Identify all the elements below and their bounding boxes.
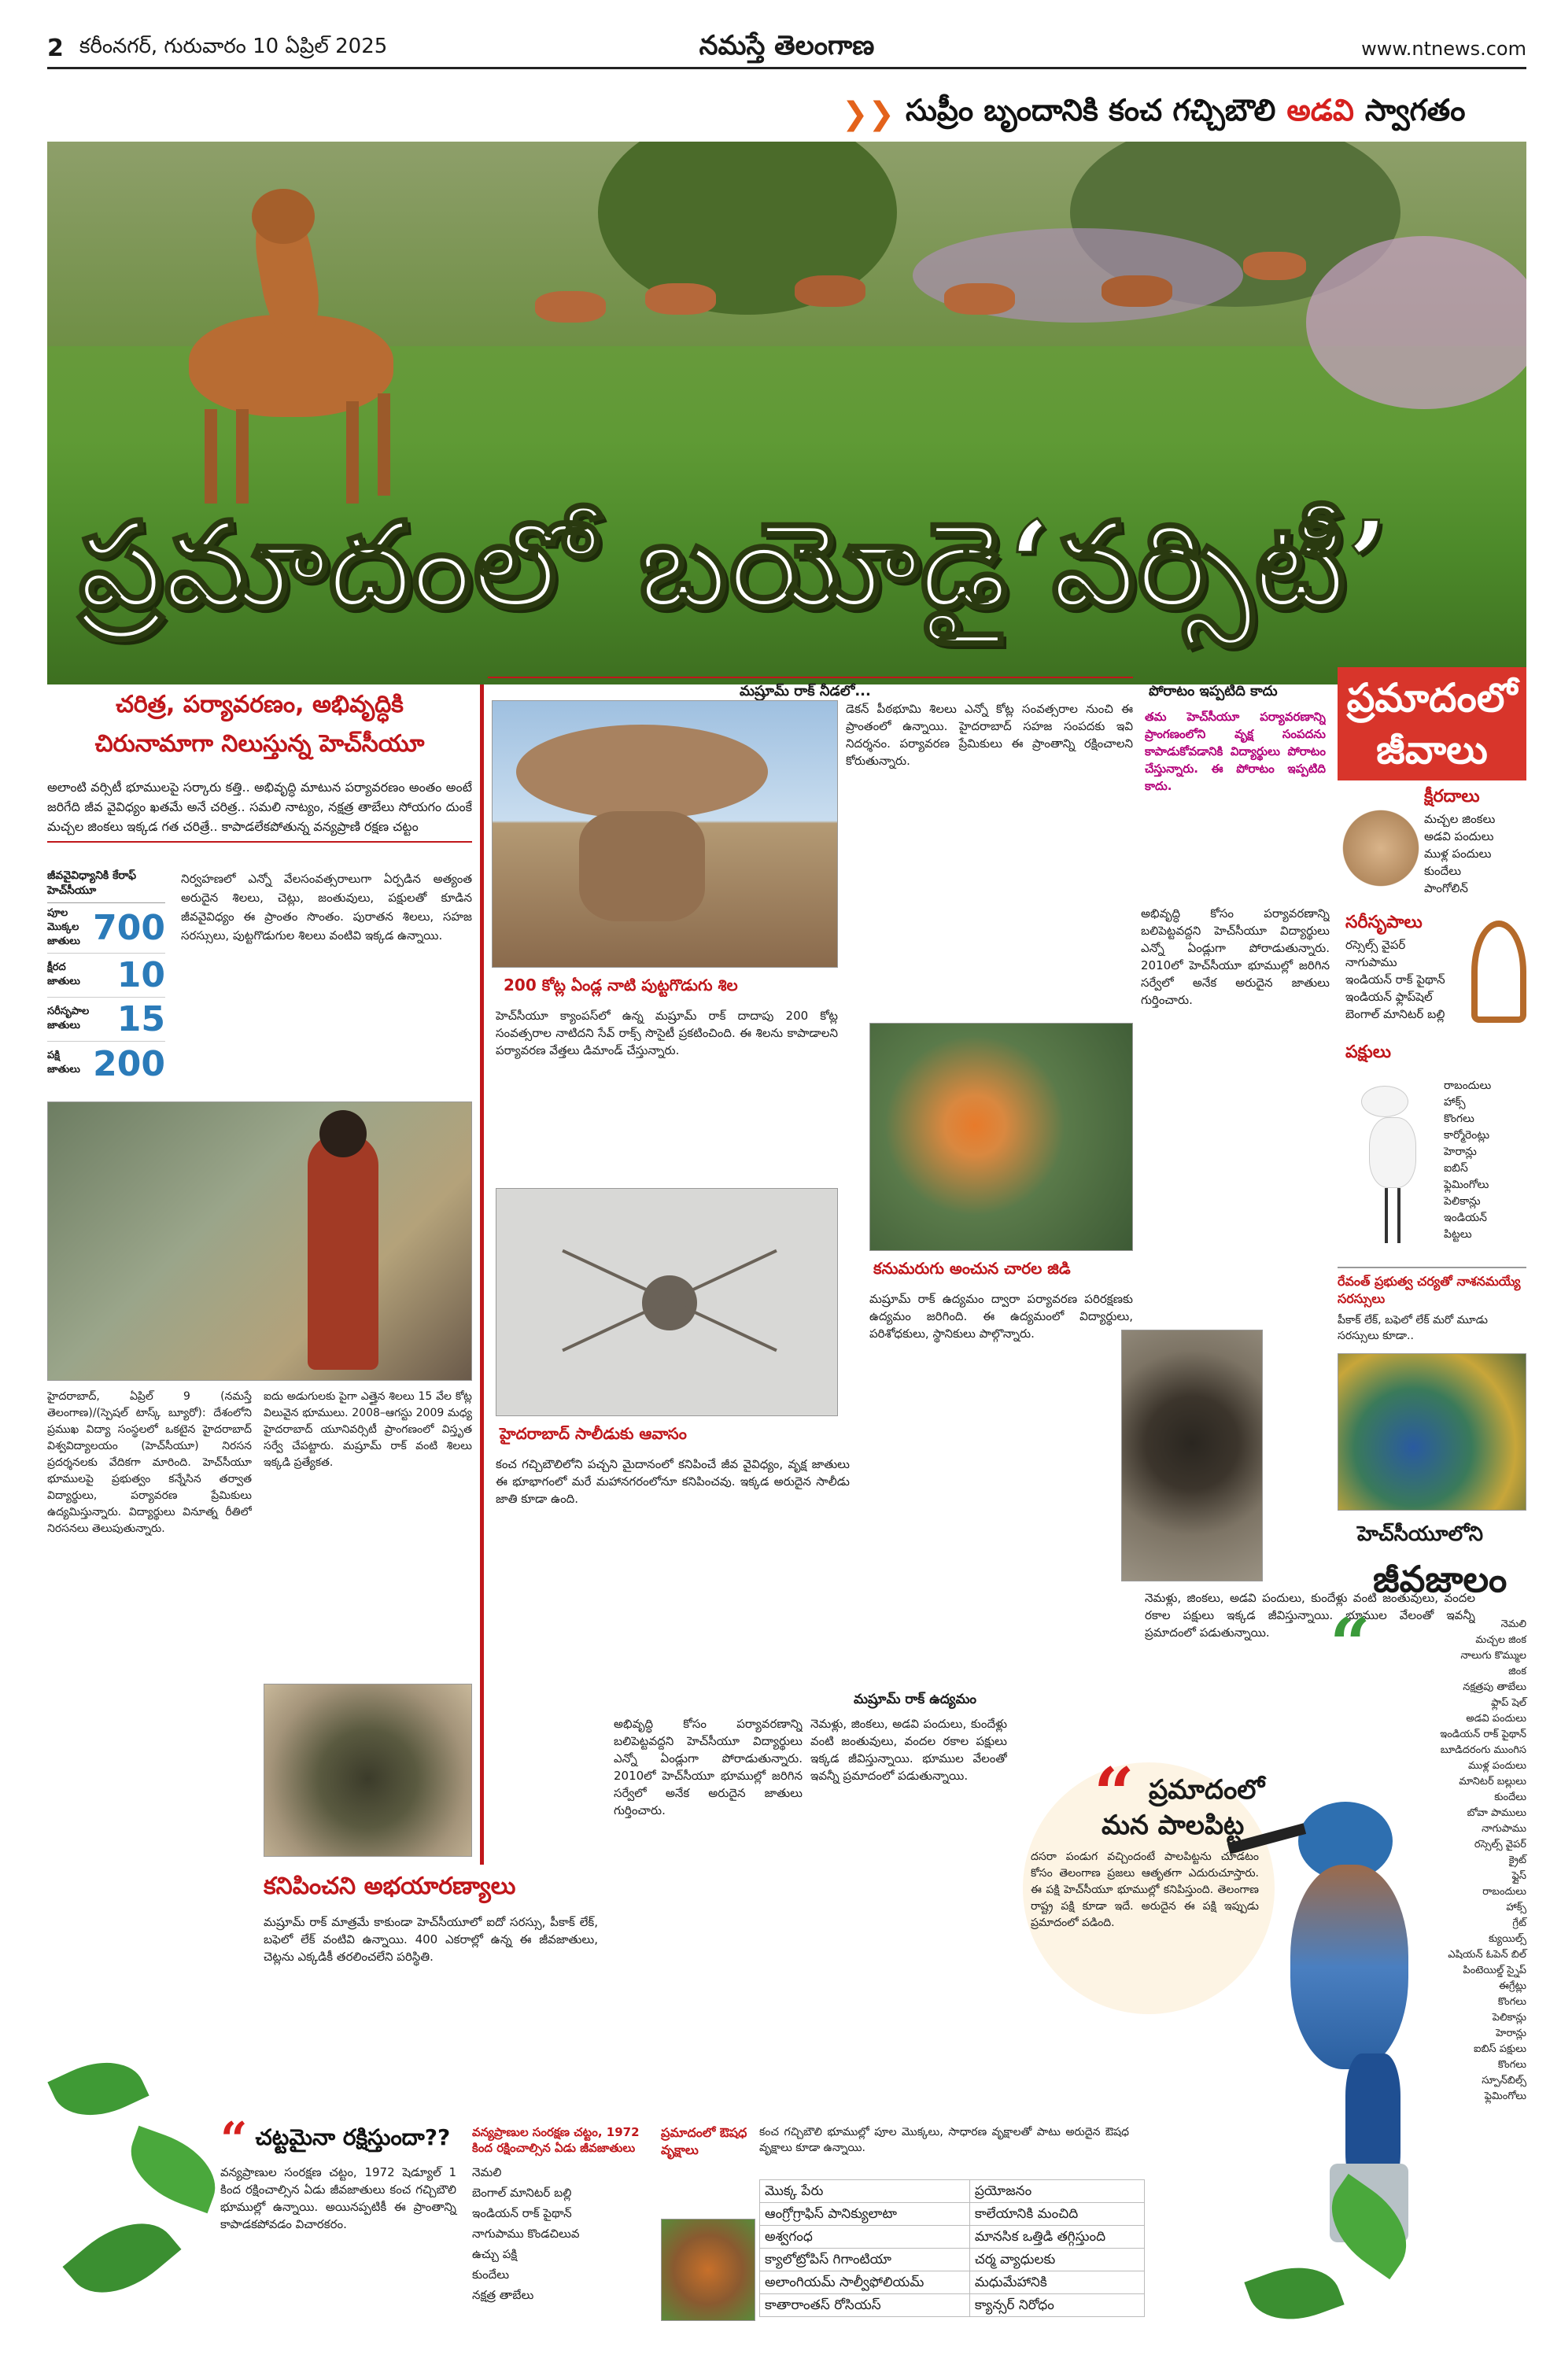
abhayaranyam-title: కనిపించని అభయారణ్యాలు (264, 1873, 516, 1900)
birds-box (1345, 1042, 1526, 1066)
kicker (842, 93, 1466, 135)
herbs-photo (661, 2219, 755, 2321)
center-text-1: హెచ్‌సీయూ క్యాంపస్‌లో ఉన్న మష్రూమ్ రాక్ దాదాపు 200 కోట్ల సంవత్సరాల నాటిదని సేవ్ రాక్స్ సొసైటీ ప్రకటించింది. ఈ శిలను కాపాడాలని పర్యావరణ వేత్తలు డిమాండ్ చేస్తున్నారు. (496, 1009, 838, 1057)
reptiles-heading: సరీసృపాలు (1345, 913, 1423, 932)
protest-photo (47, 1101, 472, 1381)
jeevajalam-title-2: జీవజాలం (1373, 1558, 1507, 1600)
double-arrow-icon: ❯❯ (842, 96, 895, 132)
schedule-box (472, 2124, 653, 2305)
list-item: మచ్చల జింకలు (1424, 812, 1496, 826)
deer-herd (535, 275, 1400, 338)
list-item: కుందేలు (1424, 864, 1462, 878)
stats-heading: జీవవైవిధ్యానికి కేరాఫ్ హెచ్‌సీయూ (47, 869, 165, 903)
chattam-title: చట్టమైనా రక్షిస్తుందా?? (255, 2124, 451, 2150)
list-item: ఉచ్చు పక్షి (472, 2247, 518, 2261)
center-text-3: డెకన్ పీఠభూమి శిలలు ఎన్నో కోట్ల సంవత్సరాల నుంచి ఈ ప్రాంతంలో ఉన్నాయి. హైదరాబాద్ సహజ సంపదకు ఇవి నిదర్శనం. పర్యావరణ ప్రేమికులు ఈ ప్రాంతాన్ని రక్షించాలని కోరుతున్నారు. (846, 702, 1133, 768)
list-item: కార్మోరెంట్లు (1444, 1129, 1490, 1142)
mushroom-rock-photo (492, 700, 838, 968)
table-row: క్యాలోట్రోపిస్ గిగాంటియా చర్మ వ్యాధులకు (760, 2249, 1145, 2271)
list-item: పాంగోలిన్ (1424, 881, 1468, 895)
reptiles-box (1345, 913, 1479, 1023)
list-item: ఇండియన్ రాక్ పైథాన్ (472, 2206, 572, 2220)
stats-text: నిర్వహణలో ఎన్నో వేలసంవత్సరాలుగా ఏర్పడిన అత్యంత అరుదైన శిలలు, చెట్లు, జంతువులు, పక్షులతో కూడిన జీవవైవిధ్యం ఈ ప్రాంతం సొంతం. పురాతన శిలలు, సహజ సరస్సులు, పుట్టగొడుగుల శిలలు వంటివి ఇక్కడ ఉన్నాయి. (181, 872, 472, 943)
right-sidebar (1338, 667, 1526, 780)
jeevajalam-title-1: హెచ్‌సీయూలోని (1357, 1522, 1484, 1546)
cobra-illustration (1471, 921, 1526, 1023)
lakes-text: పీకాక్ లేక్, బఫెలో లేక్ మరో మూడు సరస్సులు కూడా.. (1338, 1314, 1488, 1342)
quote-icon: “ (1094, 1752, 1135, 1836)
list-item: పెలికాన్లు (1444, 1195, 1481, 1208)
table-row: అలాంగియమ్ సాల్వీఫోలియమ్ మధుమేహానికి (760, 2271, 1145, 2294)
poratam-text: అభివృద్ధి కోసం పర్యావరణాన్ని బలిపెట్టవద్దని హెచ్‌సీయూ విద్యార్థులు ఎన్నో ఏండ్లుగా పోరాడుతున్నారు. 2010లో హెచ్‌సీయూ భూముల్లో జరిగిన సర్వేలో అనేక అరుదైన జాతులు గుర్తించారు. (1141, 906, 1330, 1007)
list-item: హాక్స్ (1444, 1096, 1466, 1109)
left-headline-2: చిరునామాగా నిలుస్తున్న హెచ్‌సీయూ (94, 730, 425, 758)
spider-photo (496, 1188, 838, 1416)
kicker-text-end: స్వాగతం (1364, 93, 1466, 127)
leaf-decoration (119, 2126, 227, 2214)
left-body-2: ఐదు అడుగులకు పైగా ఎత్తైన శిలలు 15 వేల కోట్ల విలువైన భూములు. 2008–ఆగస్టు 2009 మధ్య హైదరాబాద్ యూనివర్సిటీ ప్రాంగణంలో విస్తృత సర్వే చేపట్టారు. మష్రూమ్ రాక్ వంటి శిలలు ఇక్కడి ప్రత్యేకత. (264, 1390, 472, 1469)
plants-heading: ప్రమాదంలో ఔషధ వృక్షాలు (661, 2125, 747, 2157)
owl-photo (1121, 1330, 1263, 1581)
stat-row: పక్షి జాతులు 200 (47, 1043, 165, 1084)
masthead: నమస్తే తెలంగాణ (699, 29, 875, 61)
abhayaranyam-text: మష్రూమ్ రాక్ మాత్రమే కాకుండా హెచ్‌సీయూలో ఐదో సరస్సు, పీకాక్ లేక్, బఫెలో లేక్ వంటివి ఉన్నాయి. 400 ఎకరాల్లో ఉన్న ఈ జీవజాతులు, చెట్లను ఎక్కడికీ తరలించలేని పరిస్థితి. (264, 1915, 598, 1964)
list-item: ముళ్ల పందులు (1424, 847, 1492, 861)
plants-text: కంచ గచ్చిబౌలి భూముల్లో పూల మొక్కలు, సాధారణ వృక్షాలతో పాటు అరుదైన ఔషధ వృక్షాలు కూడా ఉన్నాయి. (759, 2126, 1129, 2154)
stat-row: సరీసృపాల జాతులు 15 (47, 998, 165, 1042)
palapitta-title-2: మన పాలపిట్ట (1102, 1810, 1245, 1841)
leaf-decoration (47, 2046, 149, 2132)
table-row: ఆంగ్రోగ్రాఫిస్ పానిక్యులాటా కాలేయానికి మంచిది (760, 2203, 1145, 2226)
sidebar-title: ప్రమాదంలో జీవాలు (1338, 667, 1526, 780)
palapitta-title-1: ప్రమాదంలో (1149, 1774, 1265, 1806)
section-title-poratam: పోరాటం ఇప్పటిది కాదు (1149, 683, 1278, 699)
jeevajalam-list: నెమలి మచ్చల జింక నాలుగు కొమ్ముల జింక నక్షత్రపు తాబేలు ఫ్లాప్ షెల్ అడవి పందులు ఇండియన్ రాక్ పైథాన్ బూడిదరంగు ముంగిస ముళ్ల పందులు మానిటర్ బల్లులు కుందేలు బోవా పాములు నాగుపాము రస్సెల్స్ వైపర్ క్రైట్ ఫ్లైస్ రాబందులు హాక్స్ గ్రేట్ క్యుయిల్స్ ఎషియన్ ఓపెన్ బిల్ పింటెయిల్డ్ స్నైప్ ఈగ్రేట్లు కొంగలు పెలికాన్లు హెరాన్లు ఐబిస్ పక్షులు కొంగలు స్పూన్‌బిల్స్ ఫ్లెమింగోలు (1440, 1618, 1526, 2102)
list-item: బెంగాల్ మానిటర్ బల్లి (1345, 1007, 1445, 1021)
poratam-text-cont (1275, 1338, 1330, 1345)
caption-spider: హైదరాబాద్ సాలీడుకు ఆవాసం (500, 1424, 687, 1443)
egret-illustration (1345, 1078, 1432, 1243)
peacock-photo (1338, 1353, 1526, 1511)
list-item: రాబందులు (1444, 1079, 1492, 1092)
list-item: బెంగాల్ మానిటర్ బల్లి (472, 2186, 572, 2200)
left-headline-1: చరిత్ర, పర్యావరణం, అభివృద్ధికి (116, 691, 404, 718)
table-row: మొక్క పేరు ప్రయోజనం (760, 2180, 1145, 2203)
left-column (47, 691, 472, 843)
birds-list (1444, 1078, 1526, 1243)
lakes-note (1338, 1267, 1526, 1344)
list-item: నెమలి (472, 2165, 502, 2179)
list-item: రస్సెల్స్ వైపర్ (1345, 938, 1406, 952)
stat-row: క్షీరద జాతులు 10 (47, 954, 165, 998)
leaf-decoration (1244, 2253, 1344, 2334)
page-header (47, 30, 1526, 69)
list-item: హెరాన్లు (1444, 1146, 1477, 1158)
leaf-decoration (62, 2201, 181, 2315)
left-intro: అలాంటి వర్సిటీ భూములపై సర్కారు కత్తి.. అభివృద్ధి మాటున పర్యావరణం అంతం అంటే జరిగేది జీవ వైవిధ్యం ఖతమే అనే చరిత్ర.. సమలి నాట్యం, నక్షత్ర తాబేలు సోయగం దుంకే మచ్చల జింకలు ఇక్కడ గత చరిత్రే.. కాపాడలేకపోతున్న వన్యప్రాణి రక్షణ చట్టం (47, 777, 472, 843)
center-text-4: మష్రూమ్ రాక్ ఉద్యమం ద్వారా పర్యావరణ పరిరక్షణకు ఉద్యమం జరిగింది. ఈ ఉద్యమంలో విద్యార్థులు, పరిశోధకులు, స్థానికులు పాల్గొన్నారు. (869, 1292, 1133, 1341)
quote-icon: “ (220, 2112, 248, 2168)
center-column (488, 677, 1133, 678)
mammals-list (1424, 810, 1526, 897)
table-row: అశ్వగంధ మానసిక ఒత్తిడి తగ్గిస్తుంది (760, 2226, 1145, 2249)
abhayaranyam-box (264, 1873, 598, 1965)
mammals-box (1424, 787, 1526, 897)
page-number: 2 (47, 35, 64, 62)
list-item: ఐబిస్ (1444, 1162, 1468, 1175)
schedule-heading: వన్యప్రాణుల సంరక్షణ చట్టం, 1972 కింద రక్షించాల్సిన ఏడు జీవజాతులు (472, 2125, 640, 2155)
list-item: కుందేలు (472, 2267, 510, 2282)
poratam-highlight: తమ హెచ్‌సీయూ పర్యావరణాన్ని ప్రాంగణంలోని వృక్ష సంపదను కాపాడుకోవడానికి విద్యార్థులు పోరాటం చేస్తున్నారు. ఈ పోరాటం ఇప్పటిది కాదు. (1145, 710, 1326, 793)
center-text-2: కంచ గచ్చిబౌలిలోని పచ్చని మైదానంలో కనిపించే జీవ వైవిధ్యం, వృక్ష జాతులు ఈ భూభాగంలో మరే మహానగరంలోనూ కనిపించవు. ఇక్కడ అరుదైన సాలీడు జాతి కూడా ఉంది. (496, 1457, 850, 1506)
spotted-deer (142, 157, 401, 504)
divider (480, 684, 484, 1865)
list-item: ఇండియన్ (1444, 1212, 1487, 1224)
kicker-highlight: అడవి (1286, 93, 1354, 127)
list-item: నాగుపాము కొండచిలువ (472, 2227, 580, 2241)
rabbit-illustration (1338, 787, 1424, 889)
schedule-list (472, 2162, 653, 2305)
section-title-mushroom: మష్రూమ్ రాక్ నీడలో... (740, 683, 871, 699)
chattam-text: వన్యప్రాణుల సంరక్షణ చట్టం, 1972 షెడ్యూల్ 1 కింద రక్షించాల్సిన ఏడు జీవజాతులు కంచ గచ్చిబౌలి భూముల్లో ఉన్నాయి. అయినప్పటికీ ఈ ప్రాంతాన్ని కాపాడకపోవడం విచారకరం. (220, 2165, 456, 2231)
hero-title: ప్రమాదంలో బయోడై‘వర్సిటీ’ (79, 496, 1390, 634)
medicinal-plants-table (759, 2179, 1145, 2317)
site-url: www.ntnews.com (1361, 37, 1526, 60)
star-tortoise-photo (264, 1684, 472, 1857)
list-item: ఫ్లెమింగోలు (1444, 1179, 1489, 1191)
center-col-a: అభివృద్ధి కోసం పర్యావరణాన్ని బలిపెట్టవద్దని హెచ్‌సీయూ విద్యార్థులు ఎన్నో ఏండ్లుగా పోరాడుతున్నారు. 2010లో హెచ్‌సీయూ భూముల్లో జరిగిన సర్వేలో అనేక అరుదైన జాతులు గుర్తించారు. (614, 1717, 803, 1817)
lakes-heading: రేవంత్ ప్రభుత్వ చర్యతో నాశనమయ్యే సరస్సులు (1338, 1274, 1521, 1306)
caption-fruit: కనుమరుగు అంచున చారల జిడి (873, 1259, 1071, 1278)
birds-heading: పక్షులు (1345, 1042, 1391, 1062)
list-item: నాగుపాము (1345, 955, 1397, 969)
list-item: అడవి పందులు (1424, 829, 1494, 843)
table-row: కాతారాంతస్ రోసియస్ క్యాన్సర్ నిరోధం (760, 2294, 1145, 2317)
reptiles-list (1345, 936, 1479, 1023)
stat-row: పూల మొక్కల జాతులు 700 (47, 903, 165, 954)
mammals-heading: క్షీరదాలు (1424, 787, 1480, 806)
movement-subhead: మష్రూమ్ రాక్ ఉద్యమం (854, 1692, 977, 1707)
plants-head-box (661, 2124, 755, 2159)
list-item: పిట్టలు (1444, 1228, 1472, 1241)
list-item: ఇండియన్ ఫ్లాప్‌షెల్ (1345, 990, 1433, 1004)
center-text-extra: నెమళ్లు, జింకలు, అడవి పందులు, కుందేళ్లు వంటి జంతువులు, వందల రకాల పక్షులు ఇక్కడ జీవిస్తున్నాయి. భూముల వేలంతో ఇవన్నీ ప్రమాదంలో పడుతున్నాయి. (1145, 1591, 1475, 1640)
stats-box (47, 869, 165, 1086)
chattam-box (220, 2112, 456, 2233)
hero-photo (47, 142, 1526, 684)
fruit-tree-photo (869, 1023, 1133, 1251)
palapitta-text: దసరా పండుగ వచ్చిందంటే పాలపిట్టను చూడటం కోసం తెలంగాణ ప్రజలు ఆతృతగా ఎదురుచూస్తారు. ఈ పక్షి హెచ్‌సీయూ భూముల్లో కనిపిస్తుంది. తెలంగాణ రాష్ట్ర పక్షి కూడా ఇదే. అరుదైన ఈ పక్షి ఇప్పుడు ప్రమాదంలో పడింది. (1031, 1850, 1259, 1929)
quote-icon: “ (1330, 1603, 1371, 1686)
list-item: కొంగలు (1444, 1113, 1474, 1125)
indian-roller-illustration (1259, 1770, 1440, 2242)
kicker-text: సుప్రీం బృందానికి కంచ గచ్చిబౌలి (906, 93, 1276, 127)
dateline: కరీంనగర్, గురువారం 10 ఏప్రిల్ 2025 (79, 34, 388, 58)
list-item: నక్షత్ర తాబేలు (472, 2288, 534, 2302)
list-item: ఇండియన్ రాక్ పైథాన్ (1345, 972, 1445, 987)
center-col-b: నెమళ్లు, జింకలు, అడవి పందులు, కుందేళ్లు వంటి జంతువులు, వందల రకాల పక్షులు ఇక్కడ జీవిస్తున్నాయి. భూముల వేలంతో ఇవన్నీ ప్రమాదంలో పడుతున్నాయి. (810, 1717, 1007, 1783)
left-body-1: హైదరాబాద్, ఏప్రిల్ 9 (నమస్తే తెలంగాణ)/(స్పెషల్ టాస్క్ బ్యూరో): దేశంలోని ప్రముఖ విద్యా సంస్థలలో ఒకటైన హైదరాబాద్ విశ్వవిద్యాలయం (హెచ్‌సీయూ) నిరసన ప్రదర్శనలకు వేదికగా మారింది. హెచ్‌సీయూ భూములపై ప్రభుత్వం కన్నేసిన తర్వాత విద్యార్థులు, పర్యావరణ ప్రేమికులు ఉద్యమిస్తున్నారు. విద్యార్థులు వినూత్న రీతిలో నిరసనలు తెలుపుతున్నారు. (47, 1390, 252, 1535)
caption-mushroom: 200 కోట్ల ఏండ్ల నాటి పుట్టగొడుగు శిల (504, 976, 738, 994)
